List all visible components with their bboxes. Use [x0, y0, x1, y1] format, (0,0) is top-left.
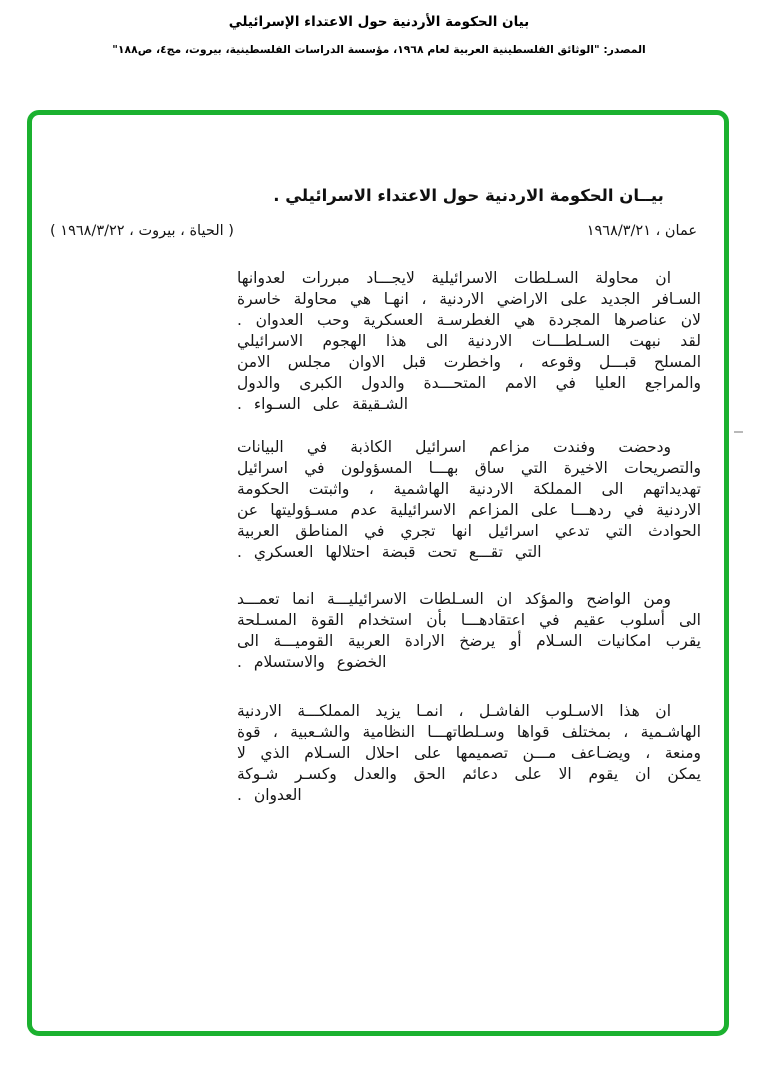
scan-frame [27, 110, 729, 1036]
header-source-line: المصدر: "الوثائق الفلسطينية العربية لعام ١٩٦٨، مؤسسة الدراسات الفلسطينية، بيروت، مج٤، ص١٨٨" [112, 43, 646, 56]
page-header [0, 0, 758, 56]
body-paragraph: ان محاولة السـلطات الاسرائيلية لايجـــاد مبررات لعدوانها السـافر الجديد على الاراضي الاردنية ، انهـا هي محاولة خاسرة لان عناصرها المجردة هي الغطرسـة العسكرية وحب العدوان . لقد نبهت السـلطـــات الاردنية الى هذا الهجوم الاسرائيلي المسلح قبـــل وقوعه ، واخطرت قبل الاوان مجلس الامن والمراجع العليا في الامم المتحـــدة والدول الكبرى والدول الشـقيقة على السـواء . [237, 269, 701, 413]
dateline-place-date: عمان ، ١٩٦٨/٣/٢١ [586, 223, 697, 239]
dateline [50, 223, 697, 239]
document-statement-title: بيــان الحكومة الاردنية حول الاعتداء الاسرائيلي . [273, 186, 664, 205]
body-paragraph: ومن الواضح والمؤكد ان السـلطات الاسرائيليـــة انما تعمـــد الى أسلوب عقيم في اعتقادهـــا بأن استخدام القوة المسـلحة يقرب امكانيات السـلام أو يرضخ الارادة العربية القوميـــة الى الخضوع والاستسلام . [237, 590, 701, 671]
scan-artifact [734, 431, 743, 433]
body-paragraph: ودحضت وفندت مزاعم اسرائيل الكاذبة في البيانات والتصريحات الاخيرة التي ساق بهـــا المسؤولون في اسرائيل تهديداتهم الى المملكة الاردنية الهاشمية ، واثبتت الحكومة الاردنية في ردهـــا على المزاعم الاسرائيلية عدم مسـؤوليتها عن الحوادث التي تدعي اسرائيل انها تجري في المناطق العربية التي تقـــع تحت قبضة احتلالها العسكري . [237, 438, 701, 561]
header-title: بيان الحكومة الأردنية حول الاعتداء الإسرائيلي [228, 14, 530, 30]
dateline-publication: ( الحياة ، بيروت ، ١٩٦٨/٣/٢٢ ) [50, 223, 234, 239]
body-paragraph: ان هذا الاسـلوب الفاشـل ، انمـا يزيد المملكـــة الاردنية الهاشـمية ، بمختلف قواها وسـلطاتهـــا النظامية والشـعبية ، قوة ومنعة ، ويضـاعف مـــن تصميمها على احلال السـلام الذي لا يمكن ان يقوم الا على دعائم الحق والعدل وكسـر شـوكة العدوان . [237, 702, 701, 804]
